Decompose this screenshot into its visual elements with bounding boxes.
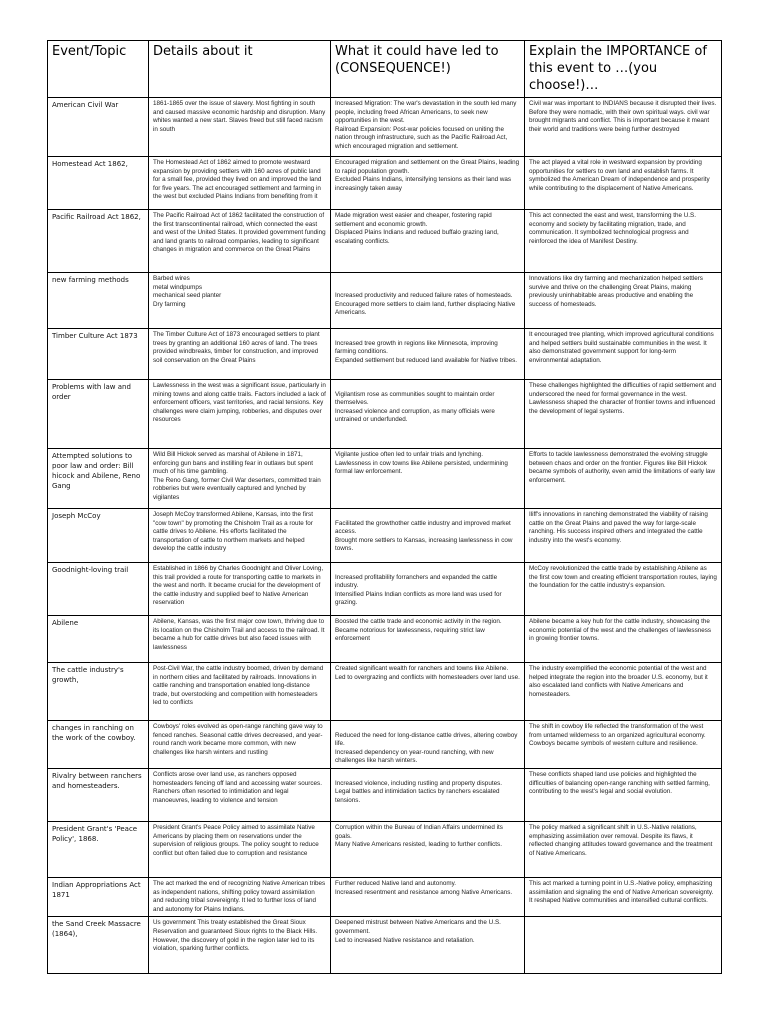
topic-cell: Pacific Railroad Act 1862, [48, 210, 149, 273]
importance-cell: McCoy revolutionized the cattle trade by establishing Abilene as the first cow town and creating efficient transportation routes, laying the foundation for the cattle industry's expansion. [525, 563, 722, 616]
topic-cell: Rivalry between ranchers and homesteaders. [48, 768, 149, 821]
details-cell: Lawlessness in the west was a significant issue, particularly in mining towns and along cattle trails. Factors included a lack of enforcement officers, vast territories, and racial tensions. Key challenges were claim jumping, robberies, and disputes over resources [149, 380, 331, 449]
topic-cell: changes in ranching on the work of the cowboy. [48, 721, 149, 769]
topic-cell: Abilene [48, 616, 149, 663]
topic-cell: the Sand Creek Massacre (1864), [48, 917, 149, 974]
details-cell: Wild Bill Hickok served as marshal of Abilene in 1871, enforcing gun bans and instilling fear in outlaws but spent much of his time gambling. The Reno Gang, former Civil War deserters, committed train robberies but were eventually captured and lynched by vigilantes [149, 449, 331, 509]
topic-cell: Attempted solutions to poor law and order: Bill hicock and Abilene, Reno Gang [48, 449, 149, 509]
importance-cell: Abilene became a key hub for the cattle industry, showcasing the economic potential of the west and the challenges of lawlessness in growing frontier towns. [525, 616, 722, 663]
topic-cell: American Civil War [48, 98, 149, 157]
table-row [48, 157, 722, 210]
importance-cell: These conflicts shaped land use policies and highlighted the difficulties of balancing open-range ranching with settled farming, contributing to the west's legal and social evolution. [525, 768, 722, 821]
header-topic: Event/Topic [48, 41, 149, 98]
consequence-cell: Increased Migration: The war's devastation in the south led many people, including freed African Americans, to seek new opportunities in the west. Railroad Expansion: Post-war policies focused on uniting the nation through infrastructure, such as the Pacific Railroad Act, which encouraged migration and settlement. [331, 98, 525, 157]
table-row [48, 877, 722, 916]
details-cell: Joseph McCoy transformed Abilene, Kansas, into the first "cow town" by promoting the Chisholm Trail as a route for cattle drives to Abilene. His efforts facilitated the transportation of cattle to northern markets and helped develop the cattle industry [149, 509, 331, 563]
consequence-cell: Deepened mistrust between Native Americans and the U.S. government. Led to increased Native resistance and retaliation. [331, 917, 525, 974]
table-row [48, 563, 722, 616]
topic-cell: Indian Appropriations Act 1871 [48, 877, 149, 916]
importance-cell: These challenges highlighted the difficulties of rapid settlement and underscored the need for formal governance in the west. Lawlessness shaped the character of frontier towns and influenced the development of legal systems. [525, 380, 722, 449]
table-row [48, 329, 722, 380]
topic-cell: Goodnight-loving trail [48, 563, 149, 616]
details-cell: The Timber Culture Act of 1873 encouraged settlers to plant trees by granting an additional 160 acres of land. The trees provided windbreaks, timber for construction, and improved soil conservation on the Great Plains [149, 329, 331, 380]
importance-cell: This act connected the east and west, transforming the U.S. economy and society by facilitating migration, trade, and communication. It symbolized technological progress and reinforced the idea of Manifest Destiny. [525, 210, 722, 273]
worksheet-table [47, 40, 722, 974]
consequence-cell: Corruption within the Bureau of Indian Affairs undermined its goals. Many Native Americans resisted, leading to further conflicts. [331, 821, 525, 877]
details-cell: The Pacific Railroad Act of 1862 facilitated the construction of the first transcontinental railroad, which connected the east and west of the United States. It provided government funding and land grants to railroad companies, leading to significant changes in migration and commerce on the Great Plains [149, 210, 331, 273]
table-row [48, 768, 722, 821]
details-cell: Barbed wires metal windpumps mechanical seed planter Dry farming [149, 273, 331, 329]
table-row [48, 380, 722, 449]
table-row [48, 821, 722, 877]
importance-cell: Innovations like dry farming and mechanization helped settlers survive and thrive on the challenging Great Plains, making previously uninhabitable areas productive and enabling the success of homesteads. [525, 273, 722, 329]
topic-cell: Problems with law and order [48, 380, 149, 449]
consequence-cell: Reduced the need for long-distance cattle drives, altering cowboy life. Increased dependency on year-round ranching, with new challenges like harsh winters. [331, 721, 525, 769]
topic-cell: Homestead Act 1862, [48, 157, 149, 210]
table-row [48, 509, 722, 563]
topic-cell: President Grant's 'Peace Policy', 1868. [48, 821, 149, 877]
details-cell: Abilene, Kansas, was the first major cow town, thriving due to its location on the Chisholm Trail and access to the railroad. It became a hub for cattle drives but also faced issues with lawlessness [149, 616, 331, 663]
table-row [48, 616, 722, 663]
importance-cell: The policy marked a significant shift in U.S.-Native relations, emphasizing assimilation over removal. Despite its flaws, it reflected changing attitudes toward governance and the treatment of Native Americans. [525, 821, 722, 877]
topic-cell: new farming methods [48, 273, 149, 329]
details-cell: 1861-1865 over the issue of slavery. Most fighting in south and caused massive economic hardship and disruption. Many whites wanted a new start. Slaves freed but still faced racism in south [149, 98, 331, 157]
importance-cell: Iliff's innovations in ranching demonstrated the viability of raising cattle on the Great Plains and paved the way for large-scale ranching. His success inspired others and integrated the cattle industry into the west's economy. [525, 509, 722, 563]
details-cell: Post-Civil War, the cattle industry boomed, driven by demand in northern cities and facilitated by railroads. Innovations in cattle ranching and transportation enabled long-distance trade, but overstocking and competition with homesteaders led to conflicts [149, 663, 331, 721]
table-row [48, 663, 722, 721]
consequence-cell: Increased tree growth in regions like Minnesota, improving farming conditions. Expanded settlement but reduced land available for Native tribes. [331, 329, 525, 380]
consequence-cell: Further reduced Native land and autonomy. Increased resentment and resistance among Native Americans. [331, 877, 525, 916]
consequence-cell: Vigilantism rose as communities sought to maintain order themselves. Increased violence and corruption, as many officials were untrained or underfunded. [331, 380, 525, 449]
table-row [48, 98, 722, 157]
header-importance: Explain the IMPORTANCE of this event to …(you choose!)… [525, 41, 722, 98]
consequence-cell: Facilitated the growthother cattle industry and improved market access. Brought more settlers to Kansas, increasing lawlessness in cow towns. [331, 509, 525, 563]
importance-cell [525, 917, 722, 974]
consequence-cell: Vigilante justice often led to unfair trials and lynching. Lawlessness in cow towns like Abilene persisted, undermining formal law enforcement. [331, 449, 525, 509]
topic-cell: Joseph McCoy [48, 509, 149, 563]
header-row [48, 41, 722, 98]
details-cell: Us government This treaty established the Great Sioux Reservation and guaranteed Sioux rights to the Black Hills. However, the discovery of gold in the region later led to its violation, sparking further conflicts. [149, 917, 331, 974]
table-body [48, 98, 722, 974]
consequence-cell: Encouraged migration and settlement on the Great Plains, leading to rapid population growth. Excluded Plains Indians, intensifying tensions as their land was increasingly taken away [331, 157, 525, 210]
details-cell: The act marked the end of recognizing Native American tribes as independent nations, shifting policy toward assimilation and reducing tribal sovereignty. It led to further loss of land and autonomy for Plains Indians. [149, 877, 331, 916]
importance-cell: This act marked a turning point in U.S.-Native policy, emphasizing assimilation and signaling the end of Native American sovereignty. It reshaped Native communities and intensified cultural conflicts. [525, 877, 722, 916]
importance-cell: The act played a vital role in westward expansion by providing opportunities for settlers to own land and establish farms. It symbolized the American Dream of independence and prosperity while contributing to the displacement of Native Americans. [525, 157, 722, 210]
details-cell: Conflicts arose over land use, as ranchers opposed homesteaders fencing off land and accessing water sources. Ranchers often resorted to intimidation and legal manoeuvres, leading to violence and tension [149, 768, 331, 821]
importance-cell: Efforts to tackle lawlessness demonstrated the evolving struggle between chaos and order on the frontier. Figures like Bill Hickok became symbols of authority, even amid the limitations of early law enforcement. [525, 449, 722, 509]
details-cell: President Grant's Peace Policy aimed to assimilate Native Americans by placing them on reservations under the supervision of religious groups. The policy sought to reduce conflict but often failed due to corruption and resistance [149, 821, 331, 877]
consequence-cell: Boosted the cattle trade and economic activity in the region. Became notorious for lawlessness, requiring strict law enforcement [331, 616, 525, 663]
details-cell: Cowboys' roles evolved as open-range ranching gave way to fenced ranches. Seasonal cattle drives decreased, and year-round ranch work became more common, with new challenges like harsh winters and rustling [149, 721, 331, 769]
importance-cell: The shift in cowboy life reflected the transformation of the west from untamed wilderness to an organized agricultural economy. Cowboys became symbols of western culture and resilience. [525, 721, 722, 769]
header-consequence: What it could have led to (CONSEQUENCE!) [331, 41, 525, 98]
table-row [48, 273, 722, 329]
consequence-cell: Increased productivity and reduced failure rates of homesteads. Encouraged more settlers to claim land, further displacing Native Americans. [331, 273, 525, 329]
details-cell: The Homestead Act of 1862 aimed to promote westward expansion by providing settlers with 160 acres of public land for a small fee, provided they lived on and improved the land for five years. The act encouraged settlement and farming in the west but excluded Plains Indians from benefiting from it [149, 157, 331, 210]
consequence-cell: Created significant wealth for ranchers and towns like Abilene. Led to overgrazing and conflicts with homesteaders over land use. [331, 663, 525, 721]
consequence-cell: Made migration west easier and cheaper, fostering rapid settlement and economic growth. Displaced Plains Indians and reduced buffalo grazing land, escalating conflicts. [331, 210, 525, 273]
topic-cell: Timber Culture Act 1873 [48, 329, 149, 380]
importance-cell: It encouraged tree planting, which improved agricultural conditions and helped settlers build sustainable communities in the west. It also demonstrated government support for long-term environmental adaptation. [525, 329, 722, 380]
importance-cell: Civil war was important to INDIANS because it disrupted their lives. Before they were nomadic, with their own spiritual ways. civil war brought migrants and conflict. This is important because it meant their world and traditions were being further destroyed [525, 98, 722, 157]
table-row [48, 210, 722, 273]
header-details: Details about it [149, 41, 331, 98]
details-cell: Established in 1866 by Charles Goodnight and Oliver Loving, this trail provided a route for transporting cattle to markets in the west and north. It became crucial for the development of the cattle industry and supplied beef to Native American reservation [149, 563, 331, 616]
topic-cell: The cattle industry's growth, [48, 663, 149, 721]
consequence-cell: Increased profitability forranchers and expanded the cattle industry. Intensified Plains Indian conflicts as more land was used for grazing. [331, 563, 525, 616]
table-row [48, 449, 722, 509]
table-row [48, 917, 722, 974]
importance-cell: The industry exemplified the economic potential of the west and helped integrate the region into the broader U.S. economy, but it also escalated land conflicts with Native Americans and homesteaders. [525, 663, 722, 721]
table-row [48, 721, 722, 769]
consequence-cell: Increased violence, including rustling and property disputes. Legal battles and intimidation tactics by ranchers escalated tensions. [331, 768, 525, 821]
